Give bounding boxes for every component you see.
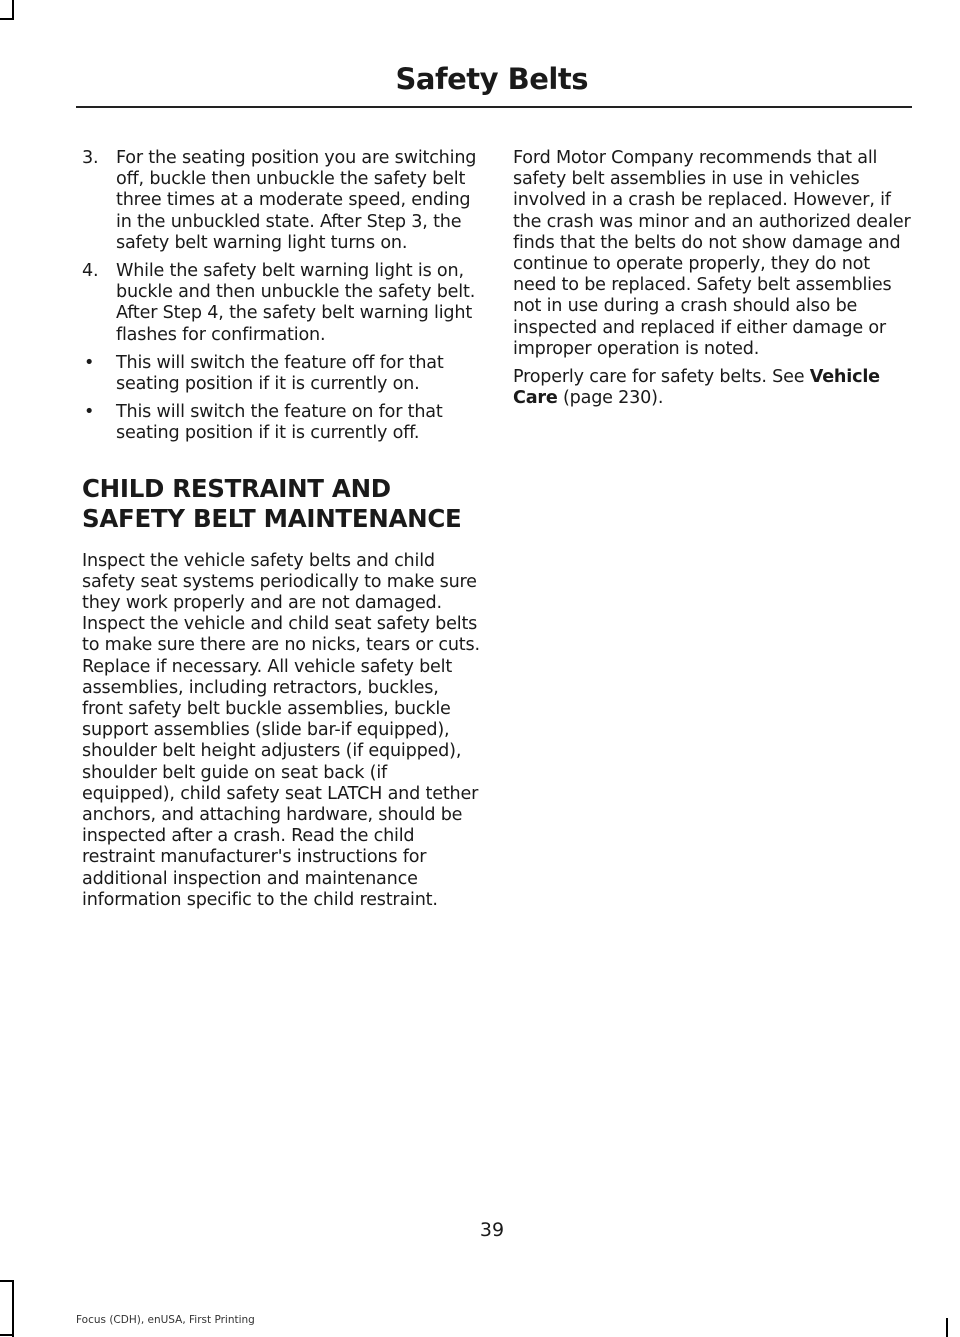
step-text: For the seating position you are switching off, buckle then unbuckle the safety belt three times at a moderate speed, ending in the unbuckled state. After Step 3, the safety belt warning light turns on.: [116, 148, 477, 253]
page-number: 39: [479, 1219, 505, 1241]
section-body-paragraph: Inspect the vehicle safety belts and child safety seat systems periodically to make sure they work properly and are not damaged. Inspect the vehicle and child seat safety belts to make sure there are no nicks, tears or cuts. Replace if necessary. All vehicle safety belt assemblies, including retractors, buckles, front safety belt buckle assemblies, buckle support assemblies (slide bar-if equipped), shoulder belt height adjusters (if equipped), shoulder belt guide on seat back (if equipped), child safety seat LATCH and tether anchors, and attaching hardware, should be inspected after a crash. Read the child restraint manufacturer's instructions for additional inspection and maintenance information specific to the child restraint.: [82, 550, 480, 910]
care-paragraph: [513, 367, 913, 409]
bullet-text: This will switch the feature on for that seating position if it is currently off.: [116, 402, 443, 444]
numbered-step: [82, 261, 482, 346]
step-number: 3.: [82, 148, 99, 168]
page-header-title: Safety Belts: [395, 62, 588, 96]
vehicle-care-link[interactable]: Vehicle Care: [513, 367, 880, 409]
crop-mark-bottom-right-vertical: [946, 1318, 948, 1337]
crop-mark-bottom-left-small: [0, 1334, 14, 1336]
care-text-after: (page 230).: [557, 388, 664, 409]
left-column: [82, 148, 482, 918]
section-heading: [82, 474, 482, 534]
crop-mark-bottom-left-horizontal: [0, 1280, 14, 1282]
crop-mark-top-left-vertical: [12, 0, 14, 20]
care-text-before: Properly care for safety belts. See: [513, 367, 810, 388]
crop-mark-top-left-horizontal: [0, 18, 14, 20]
bullet-marker: •: [84, 402, 95, 423]
crop-mark-mid-left-vertical: [12, 1280, 14, 1337]
step-text: While the safety belt warning light is on, buckle and then unbuckle the safety belt. After Step 4, the safety belt warning light flashes for confirmation.: [116, 261, 476, 345]
right-column: [513, 148, 913, 416]
section-heading-line-2: SAFETY BELT MAINTENANCE: [82, 503, 462, 533]
bullet-text: This will switch the feature off for that seating position if it is currently on.: [116, 352, 444, 395]
header-divider: [76, 106, 912, 108]
numbered-step: [82, 148, 482, 254]
bullet-item: [82, 402, 482, 444]
bullet-item: [82, 353, 482, 395]
step-number: 4.: [82, 261, 99, 282]
bullet-marker: •: [84, 352, 95, 373]
replacement-paragraph: Ford Motor Company recommends that all safety belt assemblies in use in vehicles involved in a crash be replaced. However, if the crash was minor and an authorized dealer finds that the belts do not show damage and continue to operate properly, they do not need to be replaced. Safety belt assemblies not in use during a crash should also be inspected and replaced if either damage or improper operation is noted.: [513, 148, 911, 359]
footer-text: Focus (CDH), enUSA, First Printing: [76, 1314, 255, 1326]
section-heading-line-1: CHILD RESTRAINT AND: [82, 473, 391, 503]
